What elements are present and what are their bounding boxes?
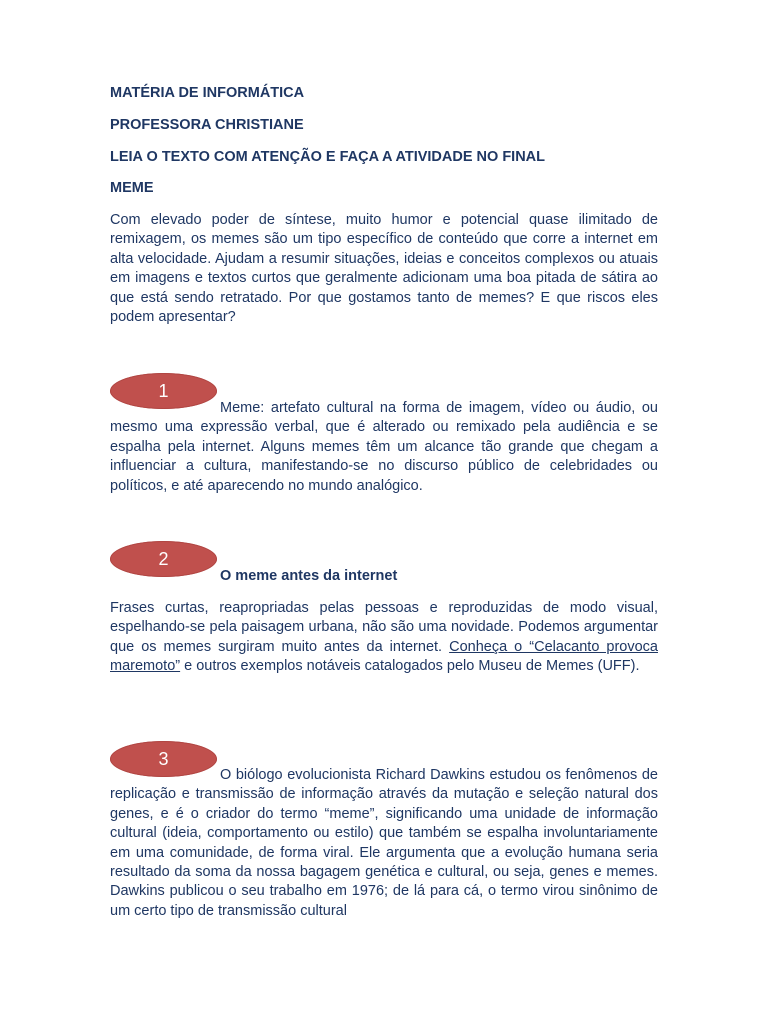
section-3-paragraph [110,766,658,921]
intro-paragraph: Com elevado poder de síntese, muito humor e potencial quase ilimitado de remixagem, os memes são um tipo específico de conteúdo que corre a internet em alta velocidade. Ajudam a resumir situações, ideias e conceitos complexos ou atuais em imagens e textos curtos que geralmente adicionam uma boa pitada de sátira ao que está sendo retratado. Por que gostamos tanto de memes? E que riscos eles podem apresentar? [110,212,658,326]
celacanto-link[interactable]: Conheça o “Celacanto provoca maremoto” [110,638,658,675]
section-2-subtitle: O meme antes da internet [220,568,398,584]
section-1-badge: 1 [110,373,217,409]
section-3-text: O biólogo evolucionista Richard Dawkins estudou os fenômenos de replicação e transmissão de informação através da mutação e seleção natural dos genes, e é o criador do termo “meme”, significando uma unidade de informação cultural (ideia, comportamento ou estilo) que também se espalha involuntariamente em uma comunidade, de forma viral. Ele argumenta que a evolução humana seria resultado da soma da nossa bagagem genética e cultural, ou seja, genes e memes. Dawkins publicou o seu trabalho em 1976; de lá para cá, o termo virou sinônimo de um certo tipo de transmissão cultural [110,767,658,919]
subject-heading: MATÉRIA DE INFORMÁTICA [110,85,305,101]
topic-heading: MEME [110,180,154,196]
section-2-text-after: e outros exemplos notáveis catalogados pelo Museu de Memes (UFF). [180,658,640,675]
section-2-badge: 2 [110,541,217,577]
section-2-text-before: Frases curtas, reapropriadas pelas pessoas e reproduzidas de modo visual, espelhando-se pela paisagem urbana, não são uma novidade. Podemos argumentar que os memes surgiram muito antes da internet. [110,600,658,655]
teacher-heading: PROFESSORA CHRISTIANE [110,117,304,133]
section-1-text: Meme: artefato cultural na forma de imagem, vídeo ou áudio, ou mesmo uma expressão verbal, que é alterado ou remixado pela audiência e se espalha pela internet. Alguns memes têm um alcance tão grande que chegam a influenciar a cultura, manifestando-se no discurso público de celebridades ou políticos, e até aparecendo no mundo analógico. [110,400,658,494]
section-1-paragraph [110,399,658,496]
instruction-heading: LEIA O TEXTO COM ATENÇÃO E FAÇA A ATIVIDADE NO FINAL [110,149,545,165]
section-3-badge: 3 [110,741,217,777]
section-2-subtitle-line [110,567,658,586]
section-2-paragraph [110,599,658,677]
